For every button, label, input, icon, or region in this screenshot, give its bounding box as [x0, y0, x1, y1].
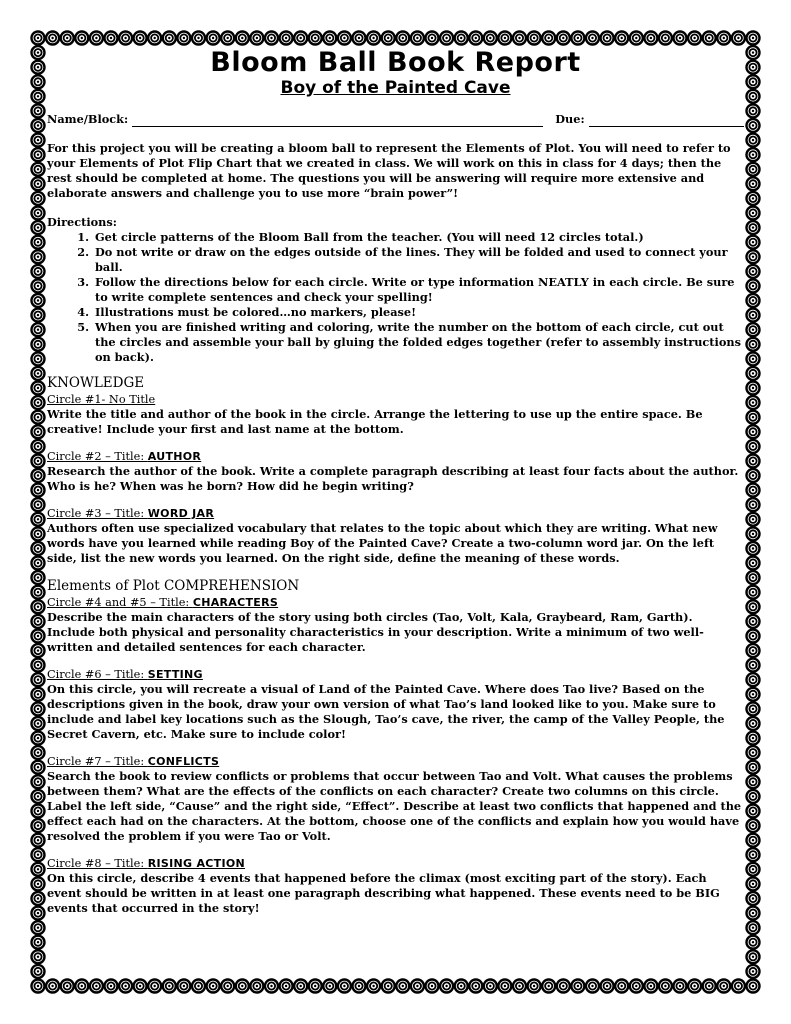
circle-6-title: SETTING — [147, 668, 203, 681]
due-label: Due: — [555, 112, 585, 126]
circle-1-text: Write the title and author of the book in the circle. Arrange the lettering to use up the entire space. Be creative! Include your first and last name at the bottom. — [47, 407, 703, 436]
list-item: 4. Illustrations must be colored…no markers, please! — [93, 305, 744, 320]
circle-7-heading: Circle #7 – Title: CONFLICTS — [47, 755, 220, 768]
name-due-row — [47, 112, 744, 127]
circle-2-title: AUTHOR — [147, 450, 202, 463]
circle-3-title: WORD JAR — [147, 507, 215, 520]
circle-4-5-heading: Circle #4 and #5 – Title: CHARACTERS — [47, 596, 279, 609]
circle-8-heading: Circle #8 – Title: RISING ACTION — [47, 857, 246, 870]
name-block-label: Name/Block: — [47, 112, 129, 126]
circle-7-text: Search the book to review conflicts or problems that occur between Tao and Volt. What causes the problems between them? What are the effects of the conflicts on each character? Create two columns on this circle. Label the left side, “Cause” and the right side, “Effect”. Describe at least two conflicts that happened and the effect each had on the characters. At the bottom, choose one of the conflicts and explain how you would have resolved the problem if you were Tao or Volt. — [47, 769, 742, 843]
circle-8-text: On this circle, describe 4 events that happened before the climax (most exciting part of the story). Each event should be written in at least one paragraph describing what happened. These events need to be BIG events that occurred in the story! — [47, 871, 720, 915]
book-title: Boy of the Painted Cave — [280, 78, 511, 98]
circle-7-title: CONFLICTS — [147, 755, 220, 768]
directions-label: Directions: — [47, 215, 117, 229]
circle-2-heading: Circle #2 – Title: AUTHOR — [47, 450, 202, 463]
circle-6-text: On this circle, you will recreate a visual of Land of the Painted Cave. Where does Tao live? Based on the descriptions given in the book, draw your own version of what Tao’s land looked like to you. Make sure to include and label key locations such as the Slough, Tao’s cave, the river, the camp of the Valley People, the Secret Cavern, etc. Make sure to include color! — [47, 682, 725, 741]
name-block-field[interactable] — [132, 116, 543, 127]
list-item: 1. Get circle patterns of the Bloom Ball from the teacher. (You will need 12 circles total.) — [93, 230, 744, 245]
list-item: 2. Do not write or draw on the edges outside of the lines. They will be folded and used to connect your ball. — [93, 245, 744, 275]
report-content — [47, 48, 744, 916]
comprehension-heading: Elements of Plot COMPREHENSION — [47, 578, 300, 594]
directions-list — [47, 230, 744, 365]
circle-3-text: Authors often use specialized vocabulary that relates to the topic about which they are writing. What new words have you learned while reading Boy of the Painted Cave? Create a two-column word jar. On the left side, list the new words you learned. On the right side, define the meaning of these words. — [47, 521, 718, 565]
circle-4-5-text: Describe the main characters of the story using both circles (Tao, Volt, Kala, Graybeard, Ram, Garth). Include both physical and personality characteristics in your description. Write a minimum of two well-written and detailed sentences for each character. — [47, 610, 704, 654]
circle-8-title: RISING ACTION — [147, 857, 246, 870]
circle-3-heading: Circle #3 – Title: WORD JAR — [47, 507, 215, 520]
page-title: Bloom Ball Book Report — [210, 47, 581, 78]
due-field[interactable] — [589, 116, 744, 127]
circle-6-heading: Circle #6 – Title: SETTING — [47, 668, 203, 681]
intro-paragraph: For this project you will be creating a bloom ball to represent the Elements of Plot. You will need to refer to your Elements of Plot Flip Chart that we created in class. We will work on this in class for 4 days; then the rest should be completed at home. The questions you will be answering will require more extensive and elaborate answers and challenge you to use more “brain power”! — [47, 141, 731, 200]
circle-1-heading: Circle #1- No Title — [47, 393, 156, 406]
list-item: 5. When you are finished writing and coloring, write the number on the bottom of each circle, cut out the circles and assemble your ball by gluing the folded edges together (refer to assembly instructions on back). — [93, 320, 744, 365]
list-item: 3. Follow the directions below for each circle. Write or type information NEATLY in each circle. Be sure to write complete sentences and check your spelling! — [93, 275, 744, 305]
circle-2-text: Research the author of the book. Write a complete paragraph describing at least four facts about the author. Who is he? When was he born? How did he begin writing? — [47, 464, 739, 493]
knowledge-heading: KNOWLEDGE — [47, 375, 145, 391]
circle-4-5-title: CHARACTERS — [192, 596, 279, 609]
